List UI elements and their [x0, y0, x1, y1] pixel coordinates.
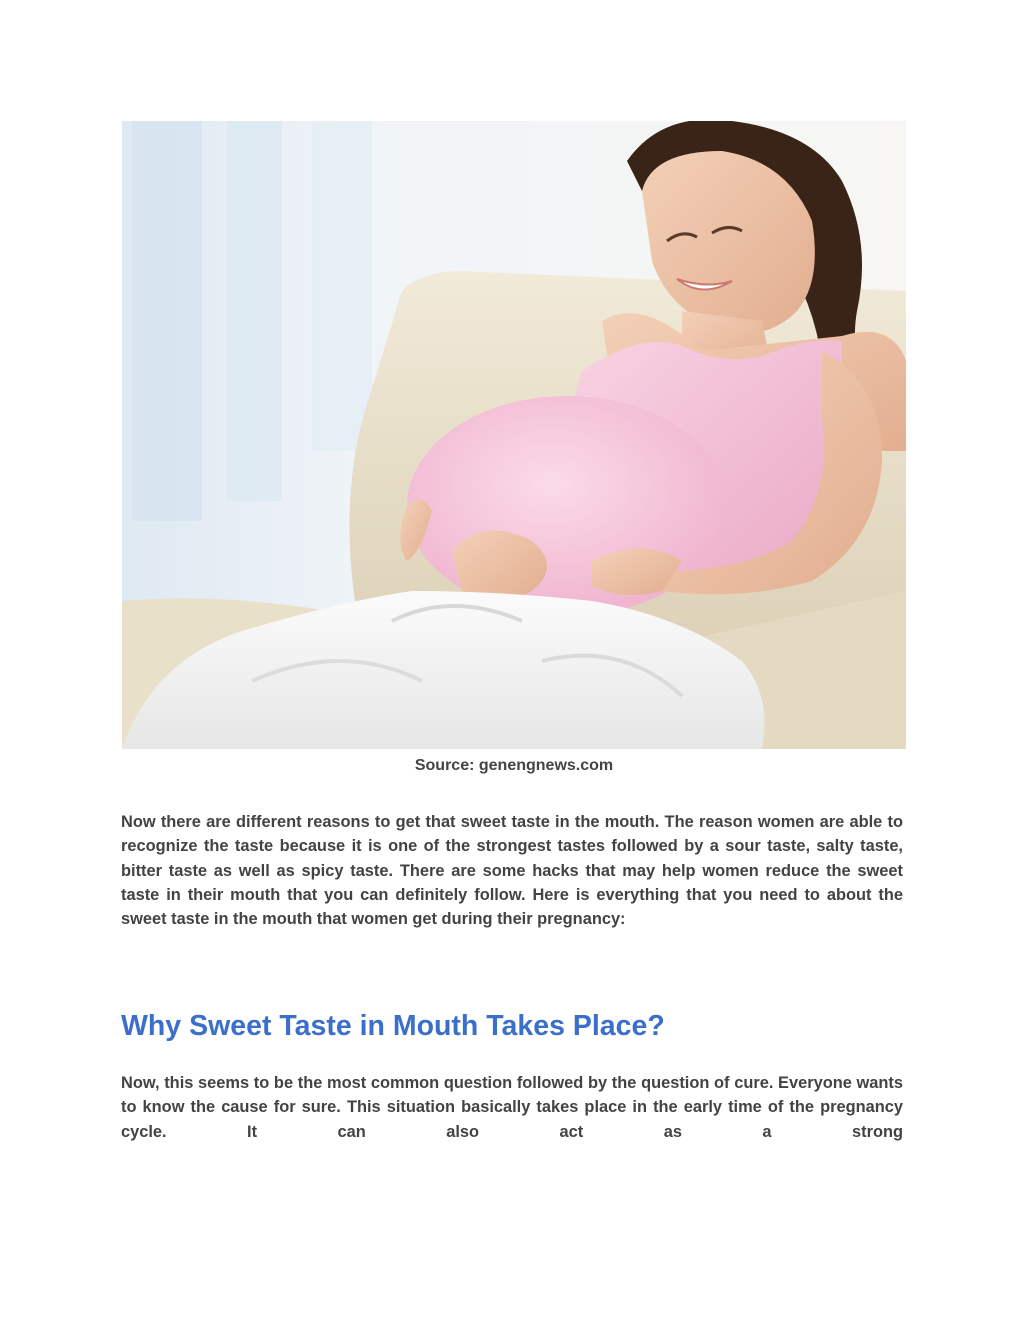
- pregnant-woman-illustration: [122, 121, 906, 749]
- article-photo: [122, 121, 906, 749]
- intro-paragraph: Now there are different reasons to get that sweet taste in the mouth. The reason women are able to recognize the taste because it is one of the strongest tastes followed by a sour taste, salty taste, bitter taste as well as spicy taste. There are some hacks that may help women reduce the sweet taste in their mouth that you can definitely follow. Here is everything that you need to about the sweet taste in the mouth that women get during their pregnancy:: [121, 813, 903, 929]
- section-heading: Why Sweet Taste in Mouth Takes Place?: [121, 1010, 665, 1042]
- section-paragraph: Now, this seems to be the most common question followed by the question of cure. Everyone wants to know the cause for sure. This situation basically takes place in the early time of the pregnancy cycle. It can also act as a strong: [121, 1074, 903, 1141]
- image-caption: Source: genengnews.com: [414, 757, 614, 774]
